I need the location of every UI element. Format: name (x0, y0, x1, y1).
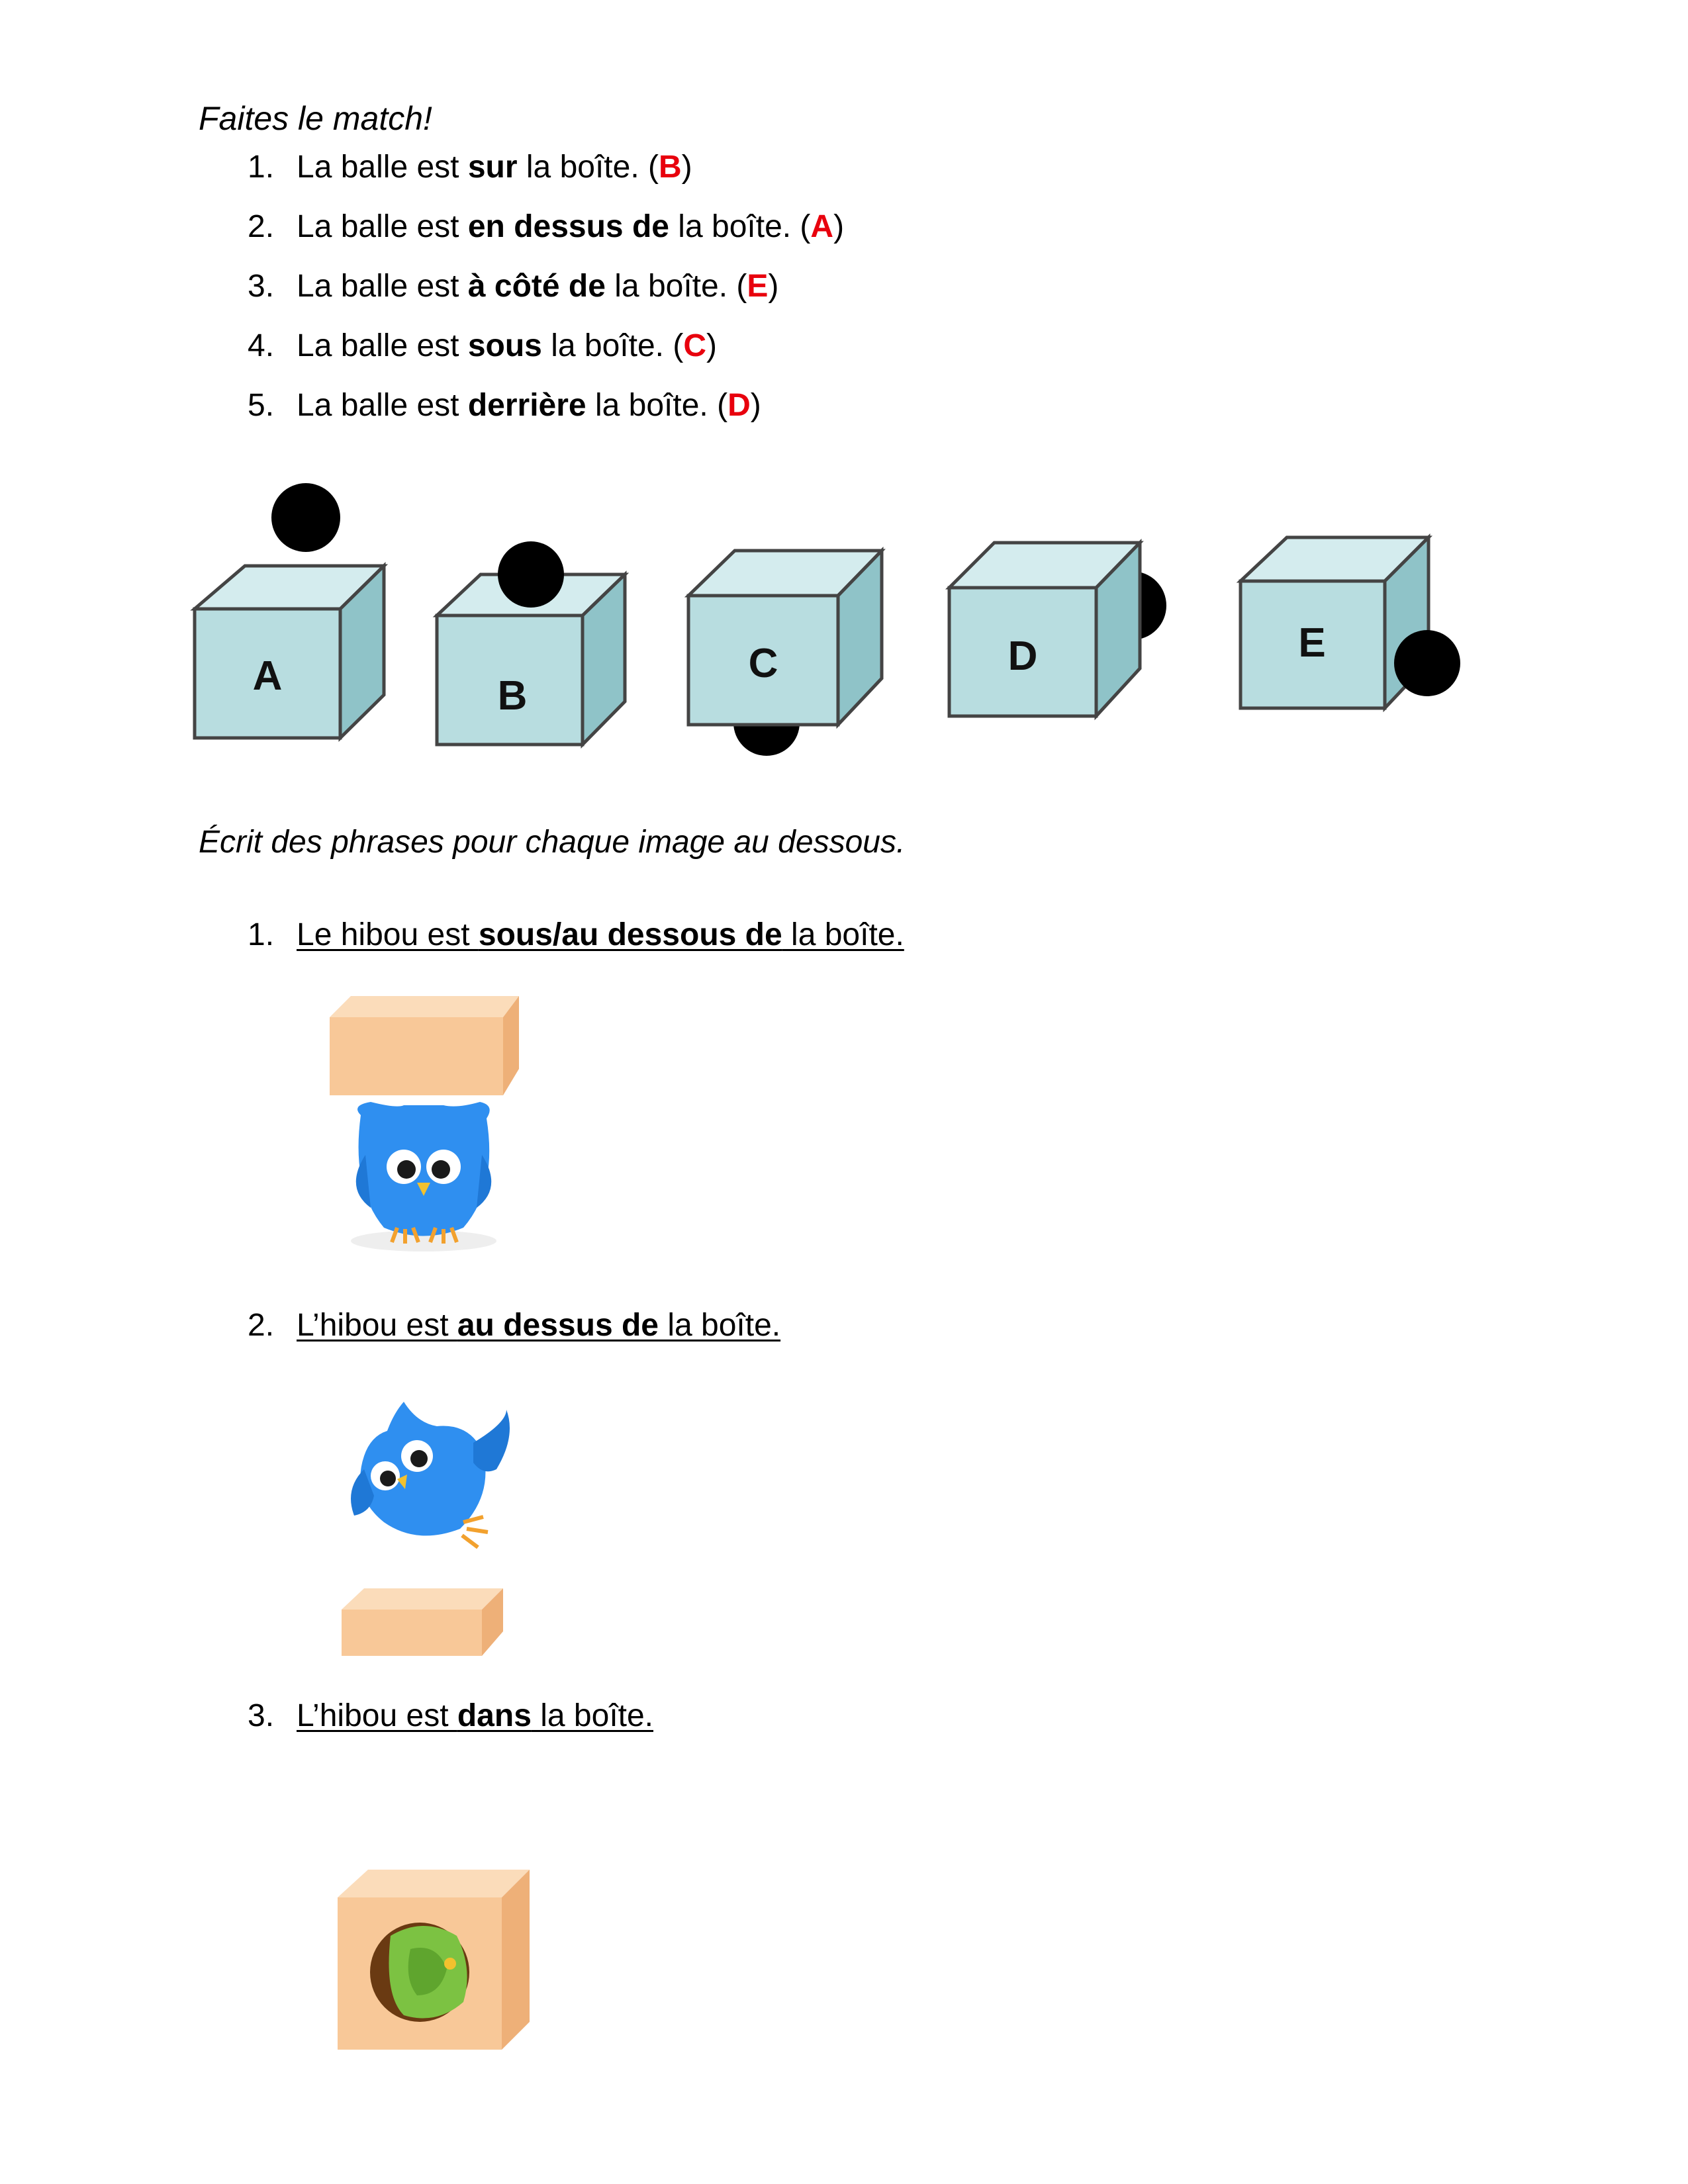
owl-icon (370, 1923, 469, 2022)
owl-icon (351, 1402, 510, 1547)
item-preposition: derrière (467, 388, 586, 423)
item-text-pre: L’hibou est (297, 1308, 457, 1343)
cube-letter: A (252, 653, 283, 699)
ball-icon (1394, 630, 1460, 696)
sentence-text (297, 1698, 653, 1733)
item-text-pre: L’hibou est (297, 1698, 457, 1733)
exercise1-title: Faites le match! (199, 100, 432, 137)
cube-b-ball-on (430, 536, 642, 754)
item-number: 2. (248, 209, 275, 244)
item-number: 2. (248, 1308, 275, 1343)
item-text-pre: La balle est (297, 388, 468, 423)
cube-d-ball-behind (940, 529, 1178, 728)
item-text-post: la boîte. ( (586, 388, 728, 423)
item-answer: A (810, 209, 834, 244)
item-number: 1. (248, 917, 275, 952)
item-text-post: la boîte. (658, 1308, 781, 1343)
cube-a-ball-above (185, 477, 397, 754)
item-text-post: la boîte. (531, 1698, 654, 1733)
item-text-post: la boîte. ( (541, 328, 684, 363)
item-close: ) (833, 209, 845, 244)
sentence-text (297, 1308, 780, 1343)
sentence-item-1 (248, 917, 904, 953)
ball-icon (271, 483, 340, 552)
item-close: ) (706, 328, 717, 363)
item-close: ) (681, 150, 692, 185)
item-text-pre: La balle est (297, 209, 468, 244)
item-answer: C (683, 328, 706, 363)
exercise2-title: Écrit des phrases pour chaque image au dessous. (199, 825, 906, 860)
item-text-pre: Le hibou est (297, 917, 479, 952)
match-item-3 (248, 268, 778, 304)
match-item-1 (248, 149, 692, 185)
item-preposition: sur (467, 150, 518, 185)
sentence-item-2 (248, 1307, 780, 1343)
item-answer: B (659, 150, 682, 185)
item-number: 4. (248, 328, 275, 363)
sentence-text (297, 917, 904, 952)
item-preposition: en dessus de (467, 209, 669, 244)
item-preposition: sous/au dessous de (478, 917, 782, 952)
item-text-post: la boîte. (782, 917, 904, 952)
item-text-pre: La balle est (297, 150, 468, 185)
match-item-4 (248, 328, 717, 364)
cube-letter: E (1298, 620, 1326, 666)
item-preposition: au dessus de (457, 1308, 659, 1343)
cube-letter: C (748, 641, 778, 686)
item-preposition: sous (467, 328, 542, 363)
item-text-pre: La balle est (297, 269, 468, 304)
item-text-post: la boîte. ( (669, 209, 811, 244)
item-number: 3. (248, 1698, 275, 1733)
cube-letter: D (1008, 633, 1038, 679)
owl-under-box-image (324, 989, 523, 1254)
item-close: ) (750, 388, 761, 423)
item-preposition: à côté de (467, 269, 606, 304)
item-number: 5. (248, 388, 275, 423)
item-answer: E (747, 269, 769, 304)
ball-icon (498, 541, 564, 608)
item-text-pre: La balle est (297, 328, 468, 363)
item-text-post: la boîte. ( (517, 150, 659, 185)
item-number: 3. (248, 269, 275, 304)
item-answer: D (727, 388, 751, 423)
item-preposition: dans (457, 1698, 532, 1733)
match-item-5 (248, 387, 761, 424)
owl-above-box-image (331, 1396, 523, 1661)
cube-c-ball-under (682, 543, 894, 768)
cube-letter: B (497, 673, 528, 719)
match-item-2 (248, 208, 844, 245)
item-number: 1. (248, 150, 275, 185)
owl-in-box-image (331, 1863, 536, 2055)
cube-e-ball-beside (1231, 529, 1470, 721)
owl-icon (356, 1102, 491, 1244)
sentence-item-3 (248, 1698, 653, 1734)
item-text-post: la boîte. ( (605, 269, 747, 304)
item-close: ) (768, 269, 779, 304)
